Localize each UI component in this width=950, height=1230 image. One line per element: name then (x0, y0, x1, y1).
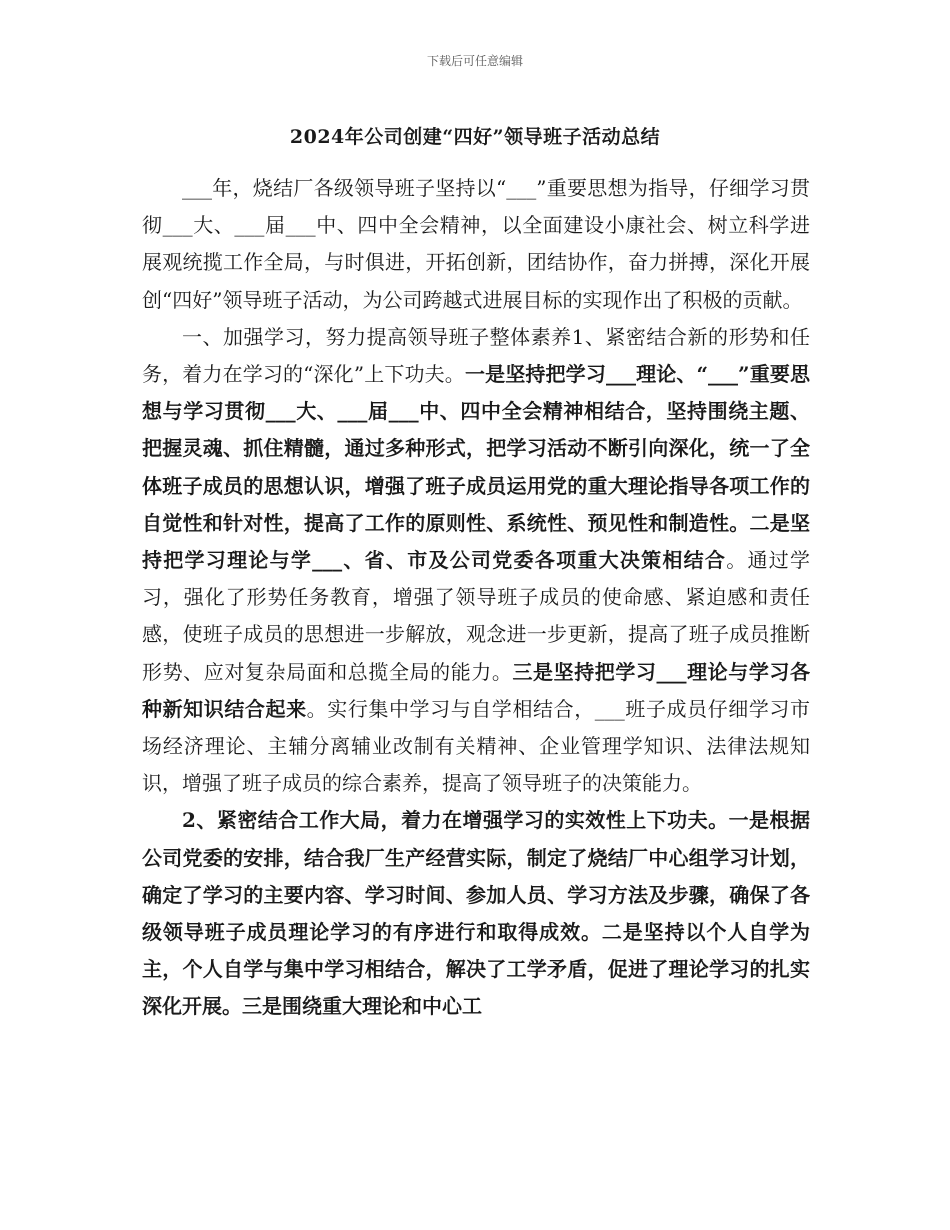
paragraph-text: 。通过学习，强化了形势任务教育，增强了领导班子成员的使命感、紧迫感和责任感，使班子成员的思想进一步解放，观念进一步更新，提高了班子成员推断形势、应对复杂局面和总揽全局的能力。 (142, 548, 811, 684)
paragraph-bold-text: 一是坚持把学习___理论、“___”重要思想与学习贯彻___大、___届___中、四中全会精神相结合，坚持围绕主题、把握灵魂、抓住精髓，通过多种形式，把学习活动不断引向深化，统一了全体班子成员的思想认识，增强了班子成员运用党的重大理论指导各项工作的自觉性和针对性，提高了工作的原则性、系统性、预见性和制造性。二是坚持把学习理论与学___、省、市及公司党委各项重大决策相结合 (142, 362, 810, 573)
document-title: 2024年公司创建“四好”领导班子活动总结 (289, 126, 661, 148)
paragraph-bold-text: 三是坚持把学习___理论与学习各种新知识结合起来 (142, 659, 811, 721)
paragraph-text: ___年，烧结厂各级领导班子坚持以“___”重要思想为指导，仔细学习贯彻___大、___届___中、四中全会精神，以全面建设小康社会、树立科学进展观统揽工作全局，与时俱进，开拓创新，团结协作，奋力拼搏，深化开展创“四好”领导班子活动，为公司跨越式进展目标的实现作出了积极的贡献。 (142, 176, 810, 312)
page-header-note: 下载后可任意编辑 (426, 54, 523, 68)
paragraph-section-1 (142, 319, 810, 803)
paragraph-bold-text: 2、紧密结合工作大局，着力在增强学习的实效性上下功夫。一是根据公司党委的安排，结合我厂生产经营实际，制定了烧结厂中心组学习计划，确定了学习的主要内容、学习时间、参加人员、学习方法及步骤，确保了各级领导班子成员理论学习的有序进行和取得成效。二是坚持以个人自学为主，个人自学与集中学习相结合，解决了工学矛盾，促进了理论学习的扎实深化开展。三是围绕重大理论和中心工 (142, 808, 810, 1019)
paragraph-text: 。实行集中学习与自学相结合，___班子成员仔细学习市场经济理论、主辅分离辅业改制有关精神、企业管理学知识、法律法规知识，增强了班子成员的综合素养，提高了领导班子的决策能力。 (142, 696, 811, 796)
document-body (142, 170, 810, 1026)
paragraph-section-2 (142, 802, 810, 1025)
paragraph-text: 一、加强学习，努力提高领导班子整体素养1、紧密结合新的形势和任务，着力在学习的“深化”上下功夫。 (142, 324, 810, 387)
paragraph-intro (142, 170, 810, 319)
